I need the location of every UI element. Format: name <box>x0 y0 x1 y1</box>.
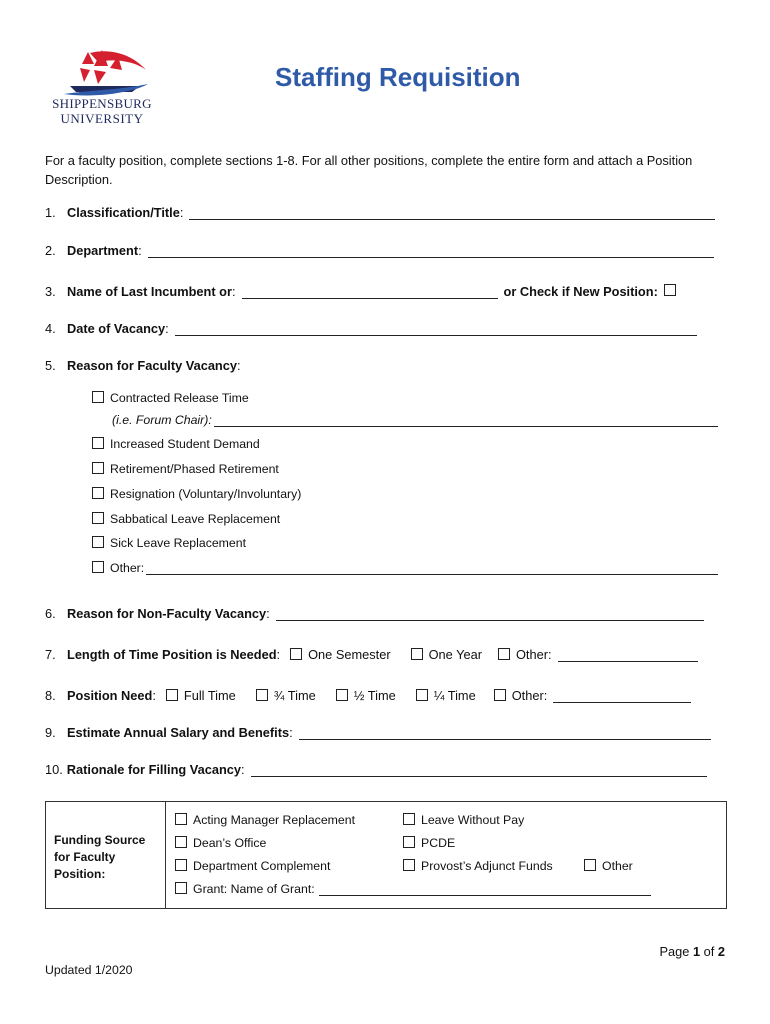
field-label: Classification/Title <box>67 205 180 220</box>
option-label: Other <box>602 859 633 873</box>
provost-checkbox[interactable] <box>403 859 415 871</box>
page-number <box>660 944 726 959</box>
option-label: Leave Without Pay <box>421 813 525 827</box>
updated-date: Updated 1/2020 <box>45 963 133 977</box>
page-current: 1 <box>692 944 701 959</box>
last-incumbent-input-line[interactable] <box>242 285 498 299</box>
quarter-time-checkbox[interactable] <box>416 689 428 701</box>
rationale-input-line[interactable] <box>251 763 707 777</box>
field-date-of-vacancy <box>45 321 697 336</box>
field-label: Department <box>67 243 139 258</box>
grant-name-input-line[interactable] <box>319 882 651 896</box>
one-year-label: One Year <box>428 647 482 662</box>
funding-grant <box>175 882 651 896</box>
increased-demand-checkbox[interactable] <box>92 437 104 449</box>
option-label: Provost’s Adjunct Funds <box>421 859 553 873</box>
field-colon: : <box>138 243 142 258</box>
funding-provost <box>403 859 553 873</box>
nonfaculty-vacancy-input-line[interactable] <box>276 607 704 621</box>
field-number: 2. <box>45 243 56 258</box>
field-number: 6. <box>45 606 56 621</box>
three-quarter-time-checkbox[interactable] <box>256 689 268 701</box>
field-label: Rationale for Filling Vacancy <box>66 762 242 777</box>
option-label: Retirement/Phased Retirement <box>110 462 279 476</box>
field-nonfaculty-vacancy <box>45 606 704 621</box>
funding-department-complement <box>175 859 330 873</box>
field-faculty-vacancy-reason <box>45 358 241 373</box>
page-title: Staffing Requisition <box>275 62 521 92</box>
field-number: 10. <box>45 762 63 777</box>
field-label: Length of Time Position is Needed <box>67 647 277 662</box>
option-increased-demand <box>92 437 260 451</box>
field-number: 7. <box>45 647 56 662</box>
option-label: Department Complement <box>193 859 331 873</box>
option-retirement <box>92 462 279 476</box>
leave-without-pay-checkbox[interactable] <box>403 813 415 825</box>
logo-line-1: SHIPPENSBURG <box>52 96 152 111</box>
option-other-faculty <box>92 561 718 575</box>
funding-source-table <box>45 801 727 909</box>
department-complement-checkbox[interactable] <box>175 859 187 871</box>
sick-leave-checkbox[interactable] <box>92 536 104 548</box>
page-prefix: Page <box>659 944 693 959</box>
field-label: Reason for Non-Faculty Vacancy <box>67 606 267 621</box>
other-length-label: Other: <box>515 647 552 662</box>
funding-other <box>584 859 633 873</box>
new-position-label: or Check if New Position: <box>503 284 658 299</box>
field-number: 9. <box>45 725 56 740</box>
funding-source-label: Funding Source for Faculty Position: <box>54 833 146 881</box>
field-label: Reason for Faculty Vacancy <box>67 358 237 373</box>
intro-text: For a faculty position, complete sections 1-8. For all other positions, complete the entire form and attach a Position Description. <box>45 153 693 187</box>
field-salary-benefits <box>45 725 711 740</box>
field-rationale <box>45 762 707 777</box>
date-of-vacancy-input-line[interactable] <box>175 322 697 336</box>
field-colon: : <box>241 762 245 777</box>
option-label: Other: <box>110 561 145 575</box>
field-position-need <box>45 688 691 703</box>
field-last-incumbent <box>45 284 682 299</box>
field-label: Estimate Annual Salary and Benefits <box>67 725 290 740</box>
field-length-of-time <box>45 647 698 662</box>
forum-chair-row <box>112 413 718 427</box>
field-label: Position Need <box>67 688 153 703</box>
contracted-release-checkbox[interactable] <box>92 391 104 403</box>
funding-deans-office <box>175 836 266 850</box>
grant-checkbox[interactable] <box>175 882 187 894</box>
new-position-checkbox[interactable] <box>664 284 676 296</box>
option-label: Sabbatical Leave Replacement <box>110 512 281 526</box>
option-resignation <box>92 487 301 501</box>
forum-chair-label: (i.e. Forum Chair): <box>112 413 212 427</box>
field-colon: : <box>289 725 293 740</box>
resignation-checkbox[interactable] <box>92 487 104 499</box>
field-classification <box>45 205 715 220</box>
logo-wordmark <box>42 96 162 126</box>
option-label: Sick Leave Replacement <box>110 536 247 550</box>
field-colon: : <box>236 358 241 373</box>
retirement-checkbox[interactable] <box>92 462 104 474</box>
full-time-checkbox[interactable] <box>166 689 178 701</box>
field-colon: : <box>276 647 281 662</box>
one-semester-checkbox[interactable] <box>290 648 302 660</box>
acting-manager-checkbox[interactable] <box>175 813 187 825</box>
option-label: Increased Student Demand <box>110 437 260 451</box>
deans-office-checkbox[interactable] <box>175 836 187 848</box>
option-label: Contracted Release Time <box>110 391 249 405</box>
option-contracted-release <box>92 391 249 405</box>
option-sick-leave <box>92 536 246 550</box>
field-colon: : <box>231 284 236 299</box>
three-quarter-time-label: ¾ Time <box>273 688 316 703</box>
half-time-checkbox[interactable] <box>336 689 348 701</box>
field-label: Name of Last Incumbent or <box>67 284 232 299</box>
other-need-input-line[interactable] <box>553 689 691 703</box>
other-need-label: Other: <box>511 688 548 703</box>
one-year-checkbox[interactable] <box>411 648 423 660</box>
ship-logo-icon <box>60 48 150 98</box>
classification-input-line[interactable] <box>189 206 715 220</box>
field-number: 4. <box>45 321 56 336</box>
other-need-checkbox[interactable] <box>494 689 506 701</box>
quarter-time-label: ¼ Time <box>433 688 476 703</box>
funding-acting-manager <box>175 813 355 827</box>
sabbatical-checkbox[interactable] <box>92 512 104 524</box>
option-label: PCDE <box>421 836 456 850</box>
other-length-input-line[interactable] <box>558 648 698 662</box>
field-colon: : <box>266 606 270 621</box>
table-divider <box>165 802 166 908</box>
funding-other-checkbox[interactable] <box>584 859 596 871</box>
option-label: Resignation (Voluntary/Involuntary) <box>110 487 302 501</box>
other-faculty-input-line[interactable] <box>146 561 718 575</box>
field-label: Date of Vacancy <box>67 321 166 336</box>
option-sabbatical <box>92 512 280 526</box>
other-length-checkbox[interactable] <box>498 648 510 660</box>
field-number: 8. <box>45 688 56 703</box>
field-number: 5. <box>45 358 56 373</box>
pcde-checkbox[interactable] <box>403 836 415 848</box>
field-colon: : <box>165 321 169 336</box>
option-label: Dean’s Office <box>193 836 267 850</box>
one-semester-label: One Semester <box>308 647 391 662</box>
field-colon: : <box>179 205 184 220</box>
logo-line-2: UNIVERSITY <box>60 111 144 126</box>
field-colon: : <box>152 688 156 703</box>
funding-pcde <box>403 836 455 850</box>
page-of: of <box>700 944 718 959</box>
department-input-line[interactable] <box>148 244 714 258</box>
field-number: 1. <box>45 205 56 220</box>
full-time-label: Full Time <box>183 688 236 703</box>
other-faculty-checkbox[interactable] <box>92 561 104 573</box>
field-number: 3. <box>45 284 56 299</box>
forum-chair-input-line[interactable] <box>214 413 718 427</box>
page-total: 2 <box>717 944 725 959</box>
field-department <box>45 243 714 258</box>
salary-benefits-input-line[interactable] <box>299 726 711 740</box>
funding-leave-without-pay <box>403 813 524 827</box>
half-time-label: ½ Time <box>353 688 396 703</box>
university-logo <box>42 48 172 130</box>
option-label: Grant: Name of Grant: <box>193 882 315 896</box>
option-label: Acting Manager Replacement <box>193 813 355 827</box>
